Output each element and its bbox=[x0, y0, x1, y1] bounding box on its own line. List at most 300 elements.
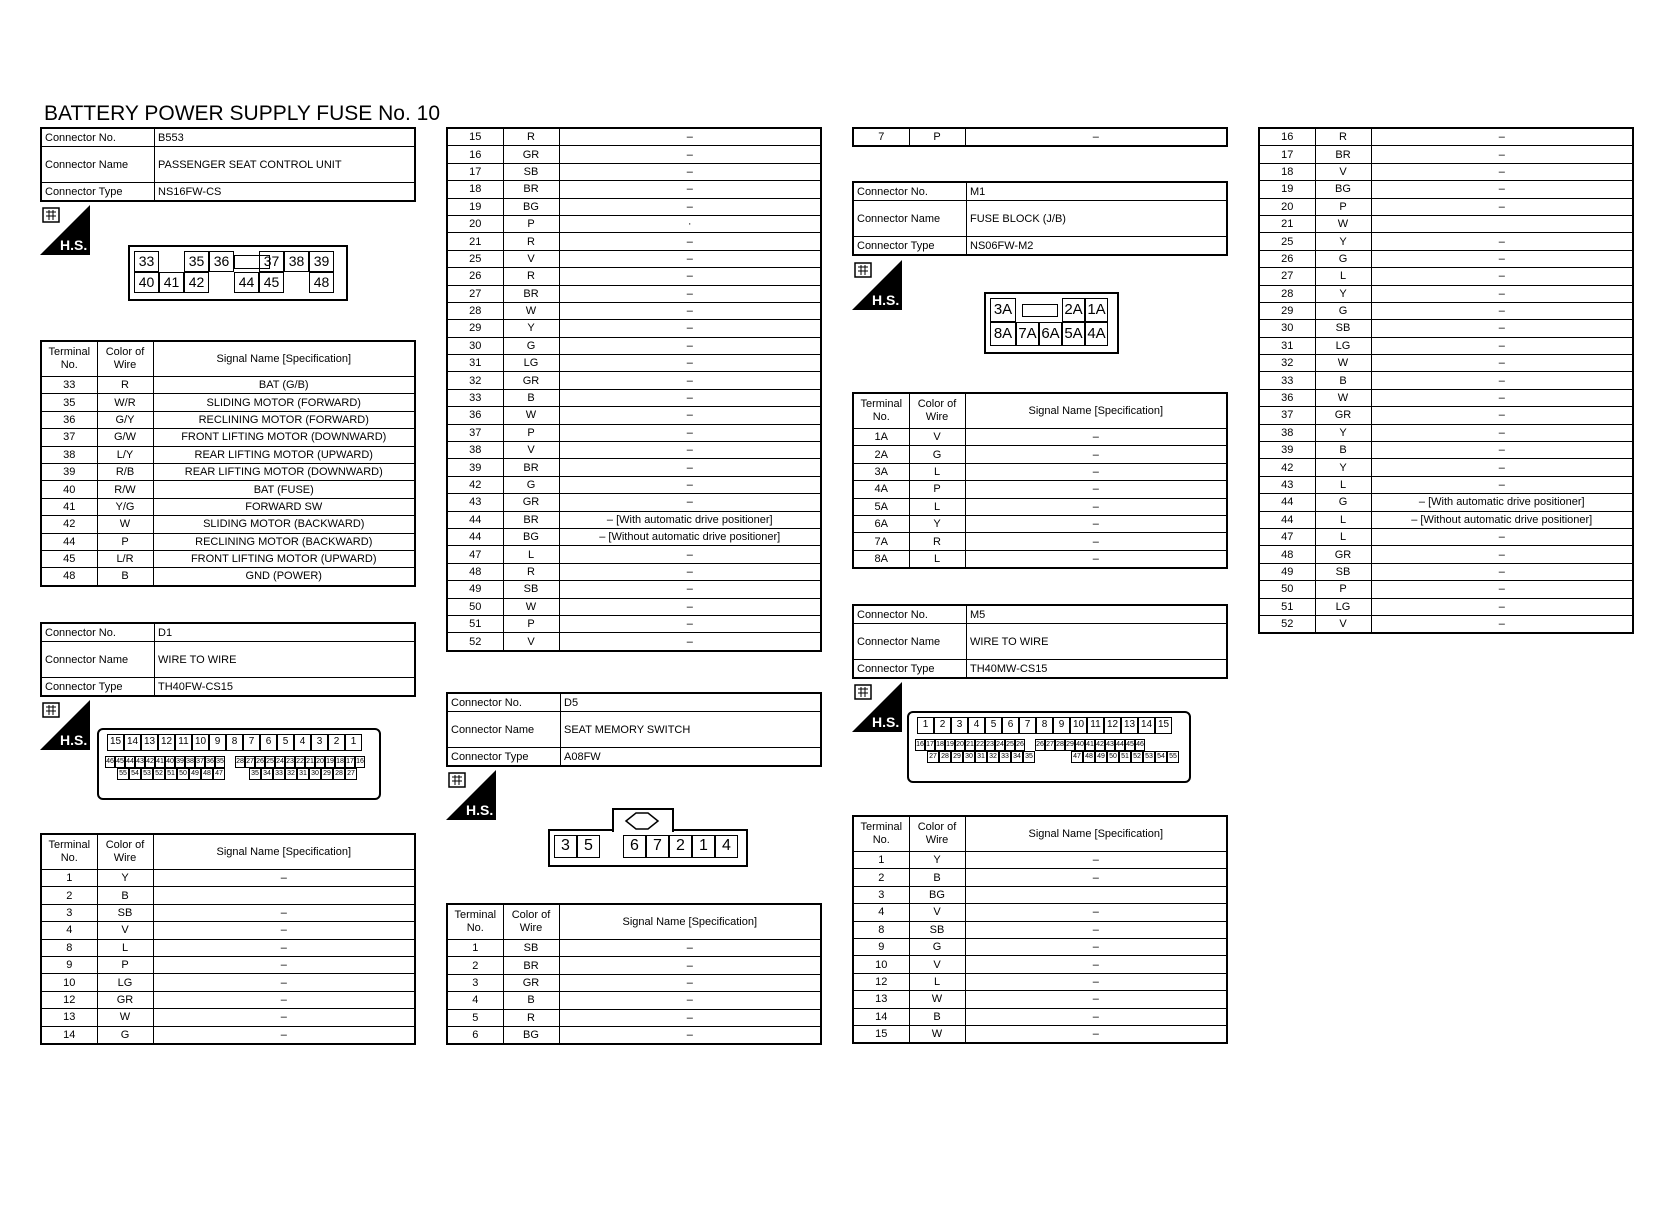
table-row bbox=[447, 407, 821, 424]
connector-pin: 1 bbox=[345, 734, 362, 751]
connector-pin: 14 bbox=[124, 734, 141, 751]
blank-cavity bbox=[209, 272, 234, 293]
connector-pin: 53 bbox=[1143, 751, 1155, 763]
connector-pin: 28 bbox=[333, 768, 345, 780]
table-row bbox=[447, 1026, 821, 1044]
table-row bbox=[41, 922, 415, 939]
terminal-no-cell: 19 bbox=[1259, 181, 1315, 198]
connector-pin: 53 bbox=[141, 768, 153, 780]
connector-pin: 26 bbox=[1035, 739, 1045, 751]
wire-color-cell: BR bbox=[503, 181, 559, 198]
terminal-no-cell: 8 bbox=[853, 921, 909, 938]
signal-name-cell: – bbox=[1371, 528, 1633, 545]
table-row bbox=[447, 992, 821, 1009]
signal-name-cell: – bbox=[559, 320, 821, 337]
terminal-no-cell: 48 bbox=[41, 568, 97, 586]
wire-color-cell: W bbox=[503, 407, 559, 424]
wire-color-cell: BG bbox=[503, 1026, 559, 1044]
signal-table-m5-continued bbox=[1258, 127, 1634, 634]
table-row bbox=[41, 887, 415, 904]
signal-name-cell: – bbox=[965, 429, 1227, 446]
table-row bbox=[447, 633, 821, 651]
table-row bbox=[1259, 615, 1633, 633]
terminal-no-cell: 8 bbox=[41, 939, 97, 956]
signal-name-cell: – bbox=[559, 581, 821, 598]
wire-color-cell: R bbox=[503, 128, 559, 146]
wire-color-cell: G/W bbox=[97, 429, 153, 446]
table-row bbox=[41, 411, 415, 428]
table-row bbox=[41, 550, 415, 567]
header-terminal-no: Terminal No. bbox=[853, 393, 909, 429]
connector-info-b553 bbox=[40, 127, 416, 202]
connector-pin: 21 bbox=[965, 739, 975, 751]
connector-pin: 31 bbox=[975, 751, 987, 763]
terminal-no-cell: 38 bbox=[41, 446, 97, 463]
signal-name-cell: REAR LIFTING MOTOR (DOWNWARD) bbox=[153, 463, 415, 480]
wire-color-cell: Y bbox=[503, 320, 559, 337]
terminal-no-cell: 3 bbox=[447, 974, 503, 991]
connector-pin: 27 bbox=[1045, 739, 1055, 751]
connector-pin: 37 bbox=[259, 251, 284, 272]
connector-pin: 15 bbox=[1155, 717, 1172, 734]
table-row bbox=[1259, 233, 1633, 250]
terminal-no-cell: 36 bbox=[41, 411, 97, 428]
connector-pin: 36 bbox=[205, 756, 215, 768]
connector-pin: 20 bbox=[315, 756, 325, 768]
terminal-no-cell: 16 bbox=[447, 146, 503, 163]
signal-name-cell: – bbox=[1371, 424, 1633, 441]
blank-cavity bbox=[225, 768, 237, 780]
signal-name-cell: – bbox=[559, 598, 821, 615]
wire-color-cell: R bbox=[503, 268, 559, 285]
terminal-no-cell: 4 bbox=[41, 922, 97, 939]
blank-cavity bbox=[600, 835, 623, 858]
table-row bbox=[853, 128, 1227, 146]
signal-name-cell: – bbox=[1371, 615, 1633, 633]
table-row bbox=[1259, 302, 1633, 319]
terminal-no-cell: 36 bbox=[1259, 389, 1315, 406]
signal-name-cell: – bbox=[965, 1025, 1227, 1043]
terminal-no-cell: 20 bbox=[447, 215, 503, 232]
terminal-no-cell: 44 bbox=[1259, 494, 1315, 511]
connector-pin: 3 bbox=[554, 835, 577, 858]
label-connector-name: Connector Name bbox=[853, 201, 967, 237]
signal-name-cell: – bbox=[1371, 581, 1633, 598]
connector-face-b553 bbox=[128, 245, 348, 301]
terminal-no-cell: 50 bbox=[447, 598, 503, 615]
signal-name-cell: – [Without automatic drive positioner] bbox=[1371, 511, 1633, 528]
connector-pin: 55 bbox=[117, 768, 129, 780]
hs-label: H.S. bbox=[60, 732, 88, 748]
terminal-no-cell: 3 bbox=[41, 904, 97, 921]
header-signal-name: Signal Name [Specification] bbox=[559, 904, 821, 940]
signal-name-cell: – bbox=[559, 1009, 821, 1026]
connector-type-value: NS16FW-CS bbox=[155, 183, 416, 202]
label-connector-no: Connector No. bbox=[447, 693, 561, 712]
signal-name-cell: SLIDING MOTOR (FORWARD) bbox=[153, 394, 415, 411]
wire-color-cell: BG bbox=[1315, 181, 1371, 198]
wire-color-cell: L bbox=[503, 546, 559, 563]
signal-name-cell: – bbox=[1371, 198, 1633, 215]
connector-no-value: D5 bbox=[561, 693, 822, 712]
header-terminal-no: Terminal No. bbox=[447, 904, 503, 940]
signal-name-cell: RECLINING MOTOR (FORWARD) bbox=[153, 411, 415, 428]
signal-name-cell: – bbox=[153, 939, 415, 956]
wire-color-cell: W/R bbox=[97, 394, 153, 411]
signal-name-cell: – bbox=[153, 1009, 415, 1026]
table-row bbox=[1259, 285, 1633, 302]
signal-name-cell: – bbox=[559, 146, 821, 163]
table-row bbox=[41, 991, 415, 1008]
table-row bbox=[447, 198, 821, 215]
signal-name-cell: – bbox=[965, 550, 1227, 568]
connector-pin: 3A bbox=[990, 298, 1016, 322]
wire-color-cell: B bbox=[503, 992, 559, 1009]
signal-name-cell: – bbox=[965, 904, 1227, 921]
terminal-no-cell: 12 bbox=[41, 991, 97, 1008]
terminal-no-cell: 14 bbox=[853, 1008, 909, 1025]
wire-color-cell: Y bbox=[909, 852, 965, 869]
connector-pin: 48 bbox=[309, 272, 334, 293]
connector-pin: 7 bbox=[646, 835, 669, 858]
table-row bbox=[41, 1026, 415, 1044]
connector-pin: 11 bbox=[1087, 717, 1104, 734]
signal-name-cell: – bbox=[965, 938, 1227, 955]
wire-color-cell: V bbox=[909, 429, 965, 446]
connector-pin: 12 bbox=[1104, 717, 1121, 734]
wire-color-cell: L bbox=[909, 550, 965, 568]
signal-name-cell bbox=[153, 887, 415, 904]
signal-name-cell: · bbox=[559, 215, 821, 232]
terminal-no-cell: 42 bbox=[41, 516, 97, 533]
table-row bbox=[447, 511, 821, 528]
connector-pin: 44 bbox=[234, 272, 259, 293]
terminal-no-cell: 6A bbox=[853, 515, 909, 532]
connector-pin: 1 bbox=[917, 717, 934, 734]
signal-name-cell: – bbox=[965, 956, 1227, 973]
wire-color-cell: BR bbox=[503, 285, 559, 302]
hs-label: H.S. bbox=[872, 714, 900, 730]
signal-name-cell: – bbox=[153, 991, 415, 1008]
table-row bbox=[41, 446, 415, 463]
terminal-no-cell: 32 bbox=[447, 372, 503, 389]
header-color-of-wire: Color of Wire bbox=[909, 816, 965, 852]
table-row bbox=[1259, 563, 1633, 580]
terminal-no-cell: 4 bbox=[447, 992, 503, 1009]
wire-color-cell: B bbox=[503, 389, 559, 406]
connector-pin: 9 bbox=[209, 734, 226, 751]
table-row bbox=[447, 215, 821, 232]
label-connector-name: Connector Name bbox=[447, 712, 561, 748]
wire-color-cell: BR bbox=[503, 459, 559, 476]
signal-name-cell: – bbox=[559, 957, 821, 974]
signal-name-cell: – [Without automatic drive positioner] bbox=[559, 528, 821, 545]
signal-name-cell: – bbox=[559, 633, 821, 651]
connector-pin: 40 bbox=[165, 756, 175, 768]
terminal-no-cell: 25 bbox=[1259, 233, 1315, 250]
wire-color-cell: P bbox=[97, 956, 153, 973]
connector-pin: 1A bbox=[1085, 298, 1108, 322]
terminal-no-cell: 5A bbox=[853, 498, 909, 515]
wire-color-cell: SB bbox=[503, 581, 559, 598]
connector-pin: 36 bbox=[209, 251, 234, 272]
terminal-no-cell: 8A bbox=[853, 550, 909, 568]
wire-color-cell: L bbox=[909, 463, 965, 480]
signal-name-cell: – bbox=[153, 956, 415, 973]
terminal-no-cell: 3 bbox=[853, 886, 909, 903]
terminal-no-cell: 25 bbox=[447, 250, 503, 267]
wire-color-cell: R bbox=[909, 533, 965, 550]
table-row bbox=[41, 377, 415, 394]
terminal-no-cell: 17 bbox=[447, 163, 503, 180]
terminal-no-cell: 26 bbox=[1259, 250, 1315, 267]
table-row bbox=[447, 233, 821, 250]
label-connector-no: Connector No. bbox=[853, 605, 967, 624]
terminal-no-cell: 2A bbox=[853, 446, 909, 463]
table-row bbox=[447, 268, 821, 285]
wire-color-cell: P bbox=[1315, 581, 1371, 598]
table-row bbox=[1259, 146, 1633, 163]
signal-name-cell: – bbox=[1371, 459, 1633, 476]
connector-pin: 44 bbox=[1115, 739, 1125, 751]
wire-color-cell: W bbox=[503, 598, 559, 615]
terminal-no-cell: 31 bbox=[1259, 337, 1315, 354]
header-terminal-no: Terminal No. bbox=[41, 834, 97, 870]
hs-icon bbox=[852, 260, 902, 310]
signal-table-m1 bbox=[852, 392, 1228, 569]
signal-name-cell: – bbox=[559, 233, 821, 250]
connector-name-value: WIRE TO WIRE bbox=[967, 624, 1228, 660]
signal-name-cell: – bbox=[559, 442, 821, 459]
connector-pin: 10 bbox=[192, 734, 209, 751]
signal-name-cell: – bbox=[965, 481, 1227, 498]
wire-color-cell: Y bbox=[1315, 285, 1371, 302]
connector-pin: 7 bbox=[1019, 717, 1036, 734]
terminal-no-cell: 43 bbox=[447, 494, 503, 511]
wire-color-cell: B bbox=[1315, 372, 1371, 389]
terminal-no-cell: 39 bbox=[447, 459, 503, 476]
connector-pin: 45 bbox=[1125, 739, 1135, 751]
connector-face-m5 bbox=[907, 711, 1191, 783]
connector-pin: 19 bbox=[325, 756, 335, 768]
connector-pin: 34 bbox=[261, 768, 273, 780]
terminal-no-cell: 37 bbox=[1259, 407, 1315, 424]
connector-pin: 2 bbox=[328, 734, 345, 751]
connector-pin: 10 bbox=[1070, 717, 1087, 734]
table-row bbox=[447, 546, 821, 563]
signal-name-cell: – bbox=[965, 463, 1227, 480]
terminal-no-cell: 50 bbox=[1259, 581, 1315, 598]
signal-name-cell: BAT (G/B) bbox=[153, 377, 415, 394]
table-row bbox=[1259, 511, 1633, 528]
wire-color-cell: BG bbox=[503, 528, 559, 545]
terminal-no-cell: 12 bbox=[853, 973, 909, 990]
signal-name-cell: – bbox=[965, 128, 1227, 146]
connector-pin: 12 bbox=[158, 734, 175, 751]
terminal-no-cell: 48 bbox=[447, 563, 503, 580]
connector-pin: 16 bbox=[355, 756, 365, 768]
wire-color-cell: V bbox=[1315, 163, 1371, 180]
terminal-no-cell: 9 bbox=[853, 938, 909, 955]
signal-name-cell: – bbox=[965, 446, 1227, 463]
signal-name-cell: – bbox=[559, 181, 821, 198]
connector-pin: 43 bbox=[1105, 739, 1115, 751]
label-connector-name: Connector Name bbox=[41, 147, 155, 183]
table-row bbox=[1259, 128, 1633, 146]
wire-color-cell: L bbox=[1315, 528, 1371, 545]
terminal-no-cell: 3A bbox=[853, 463, 909, 480]
connector-pin: 30 bbox=[963, 751, 975, 763]
terminal-no-cell: 33 bbox=[1259, 372, 1315, 389]
connector-pin: 27 bbox=[927, 751, 939, 763]
label-connector-name: Connector Name bbox=[853, 624, 967, 660]
label-connector-type: Connector Type bbox=[41, 183, 155, 202]
latch-diamond-icon bbox=[622, 811, 662, 831]
connector-pin: 50 bbox=[1107, 751, 1119, 763]
wire-color-cell: W bbox=[909, 991, 965, 1008]
terminal-no-cell: 44 bbox=[447, 528, 503, 545]
wire-color-cell: Y bbox=[97, 870, 153, 887]
table-row bbox=[447, 459, 821, 476]
table-row bbox=[853, 463, 1227, 480]
header-signal-name: Signal Name [Specification] bbox=[965, 393, 1227, 429]
table-row bbox=[853, 938, 1227, 955]
table-row bbox=[41, 568, 415, 586]
signal-name-cell: – bbox=[1371, 285, 1633, 302]
table-row bbox=[41, 533, 415, 550]
table-row bbox=[1259, 442, 1633, 459]
table-row bbox=[1259, 528, 1633, 545]
wire-color-cell: G bbox=[1315, 494, 1371, 511]
connector-pin: 27 bbox=[345, 768, 357, 780]
terminal-no-cell: 10 bbox=[853, 956, 909, 973]
wire-color-cell: G/Y bbox=[97, 411, 153, 428]
table-row bbox=[447, 940, 821, 957]
terminal-no-cell: 41 bbox=[41, 498, 97, 515]
table-row bbox=[41, 463, 415, 480]
signal-name-cell bbox=[965, 886, 1227, 903]
table-row bbox=[853, 515, 1227, 532]
signal-name-cell: – bbox=[559, 198, 821, 215]
terminal-no-cell: 13 bbox=[853, 991, 909, 1008]
connector-pin: 22 bbox=[975, 739, 985, 751]
signal-name-cell: – bbox=[1371, 546, 1633, 563]
connector-pin: 19 bbox=[945, 739, 955, 751]
connector-pin: 26 bbox=[255, 756, 265, 768]
connector-pin: 49 bbox=[1095, 751, 1107, 763]
signal-name-cell: – bbox=[559, 407, 821, 424]
connector-pin: 28 bbox=[235, 756, 245, 768]
table-row bbox=[1259, 337, 1633, 354]
terminal-no-cell: 44 bbox=[447, 511, 503, 528]
signal-name-cell: – bbox=[965, 921, 1227, 938]
label-connector-name: Connector Name bbox=[41, 642, 155, 678]
table-row bbox=[1259, 546, 1633, 563]
terminal-no-cell: 21 bbox=[1259, 215, 1315, 232]
signal-name-cell: – bbox=[559, 1026, 821, 1044]
signal-name-cell: – bbox=[1371, 389, 1633, 406]
table-row bbox=[41, 394, 415, 411]
signal-name-cell: – bbox=[1371, 320, 1633, 337]
table-row bbox=[853, 991, 1227, 1008]
wire-color-cell: SB bbox=[97, 904, 153, 921]
signal-table-b553 bbox=[40, 340, 416, 587]
signal-name-cell: – bbox=[559, 372, 821, 389]
signal-name-cell: – bbox=[559, 285, 821, 302]
connector-pin: 20 bbox=[955, 739, 965, 751]
connector-pin: 41 bbox=[155, 756, 165, 768]
signal-name-cell: – bbox=[559, 615, 821, 632]
signal-name-cell: – bbox=[1371, 337, 1633, 354]
terminal-no-cell: 27 bbox=[1259, 268, 1315, 285]
terminal-no-cell: 30 bbox=[447, 337, 503, 354]
signal-name-cell: – bbox=[1371, 146, 1633, 163]
table-row bbox=[447, 372, 821, 389]
table-row bbox=[853, 869, 1227, 886]
signal-name-cell: – bbox=[965, 515, 1227, 532]
wire-color-cell: R/W bbox=[97, 481, 153, 498]
table-row bbox=[1259, 372, 1633, 389]
table-row bbox=[41, 1009, 415, 1026]
table-row bbox=[1259, 355, 1633, 372]
signal-name-cell: – bbox=[965, 533, 1227, 550]
hs-icon bbox=[852, 682, 902, 732]
signal-name-cell: – bbox=[559, 459, 821, 476]
terminal-no-cell: 1A bbox=[853, 429, 909, 446]
signal-name-cell: FRONT LIFTING MOTOR (UPWARD) bbox=[153, 550, 415, 567]
table-row bbox=[447, 581, 821, 598]
connector-pin: 21 bbox=[305, 756, 315, 768]
table-row bbox=[447, 615, 821, 632]
signal-name-cell: – bbox=[965, 1008, 1227, 1025]
terminal-no-cell: 37 bbox=[41, 429, 97, 446]
table-row bbox=[447, 285, 821, 302]
connector-pin: 22 bbox=[295, 756, 305, 768]
wire-color-cell: SB bbox=[909, 921, 965, 938]
connector-pin: 27 bbox=[245, 756, 255, 768]
connector-pin: 46 bbox=[105, 756, 115, 768]
connector-pin: 28 bbox=[939, 751, 951, 763]
connector-pin: 2 bbox=[934, 717, 951, 734]
connector-name-value: PASSENGER SEAT CONTROL UNIT bbox=[155, 147, 416, 183]
table-row bbox=[1259, 459, 1633, 476]
terminal-no-cell: 47 bbox=[1259, 528, 1315, 545]
connector-pin: 42 bbox=[145, 756, 155, 768]
connector-type-value: NS06FW-M2 bbox=[967, 237, 1228, 256]
connector-pin: 33 bbox=[273, 768, 285, 780]
connector-pin: 24 bbox=[275, 756, 285, 768]
connector-key bbox=[1022, 304, 1058, 317]
wire-color-cell: SB bbox=[1315, 320, 1371, 337]
wire-color-cell: L/R bbox=[97, 550, 153, 567]
wire-color-cell: V bbox=[503, 633, 559, 651]
hs-icon bbox=[446, 770, 496, 820]
wire-color-cell: Y bbox=[1315, 424, 1371, 441]
signal-table-m5 bbox=[852, 815, 1228, 1044]
blank-cavity bbox=[1035, 751, 1047, 763]
terminal-no-cell: 49 bbox=[447, 581, 503, 598]
signal-table-d5 bbox=[446, 903, 822, 1045]
connector-pin: 17 bbox=[345, 756, 355, 768]
header-signal-name: Signal Name [Specification] bbox=[965, 816, 1227, 852]
terminal-no-cell: 10 bbox=[41, 974, 97, 991]
wire-color-cell: W bbox=[97, 1009, 153, 1026]
wire-color-cell: P bbox=[503, 424, 559, 441]
wire-color-cell: L bbox=[1315, 268, 1371, 285]
signal-name-cell: – bbox=[559, 546, 821, 563]
table-row bbox=[41, 956, 415, 973]
wire-color-cell: R bbox=[503, 1009, 559, 1026]
